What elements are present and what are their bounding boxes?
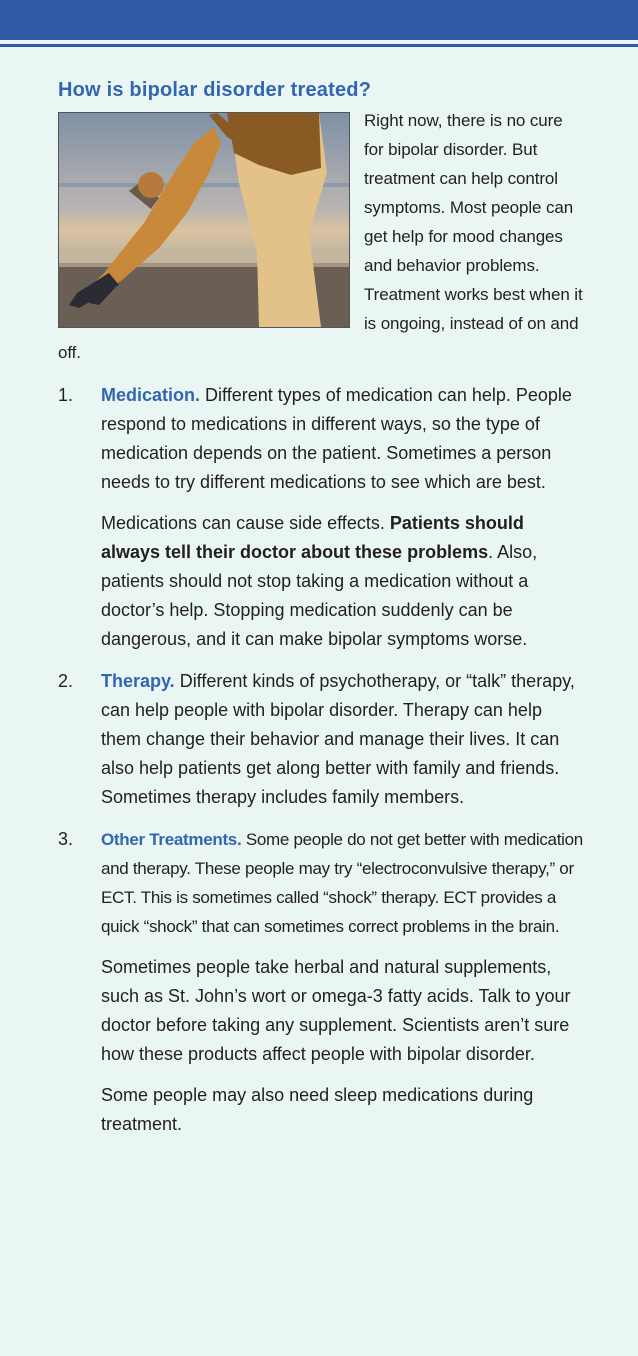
item-text: . Also, patients should not stop taking a medication without a doctor’s help. Stopping medication suddenly can be dangerous, and it can make bipolar symptoms worse. xyxy=(101,542,538,649)
section-title: How is bipolar disorder treated? xyxy=(58,79,372,101)
item-text: Different kinds of psychotherapy, or “talk” therapy, can help people with bipolar disorder. Therapy can help them change their behavior and manage their lives. It can also help patients get along better with family and friends. Sometimes therapy includes family members. xyxy=(101,671,575,807)
item-text: Medications can cause side effects. xyxy=(101,513,390,533)
list-item-number: 1. xyxy=(58,385,74,405)
item-text: Some people do not get better with medication and therapy. These people may try “electroconvulsive therapy,” or ECT. This is sometimes called “shock” therapy. ECT provides a quick “shock” that can sometimes correct problems in the brain. xyxy=(101,830,583,936)
list-item-number: 2. xyxy=(58,671,74,691)
list-item xyxy=(58,825,586,1139)
item-emphasis: Patients should always tell their doctor about these problems xyxy=(101,513,524,562)
item-heading-other-treatments: Other Treatments. xyxy=(101,830,242,849)
list-item-number: 3. xyxy=(58,829,74,849)
item-text: Sometimes people take herbal and natural supplements, such as St. John’s wort or omega-3 fatty acids. Talk to your doctor before taking any supplement. Scientists aren’t sure how these products affect people with bipolar disorder. xyxy=(101,957,571,1064)
item-heading-therapy: Therapy. xyxy=(101,671,175,691)
photo-parent-child-icon xyxy=(58,112,350,328)
intro-text: Right now, there is no cure for bipolar disorder. But treatment can help control symptoms. Most people can get help for mood changes and behavior problems. Treatment works best when it is ongoing, instead of on and off. xyxy=(58,111,583,362)
intro-block xyxy=(58,106,586,367)
list-item xyxy=(58,381,586,654)
article xyxy=(58,76,586,1152)
header-rule xyxy=(0,44,638,47)
item-text: Different types of medication can help. People respond to medications in different ways, so the type of medication depends on the patient. Sometimes a person needs to try different medications to see which are best. xyxy=(101,385,572,492)
item-heading-medication: Medication. xyxy=(101,385,201,405)
list-item xyxy=(58,667,586,812)
treatment-list xyxy=(58,381,586,1139)
item-text: Some people may also need sleep medications during treatment. xyxy=(101,1085,534,1134)
header-bar xyxy=(0,0,638,40)
